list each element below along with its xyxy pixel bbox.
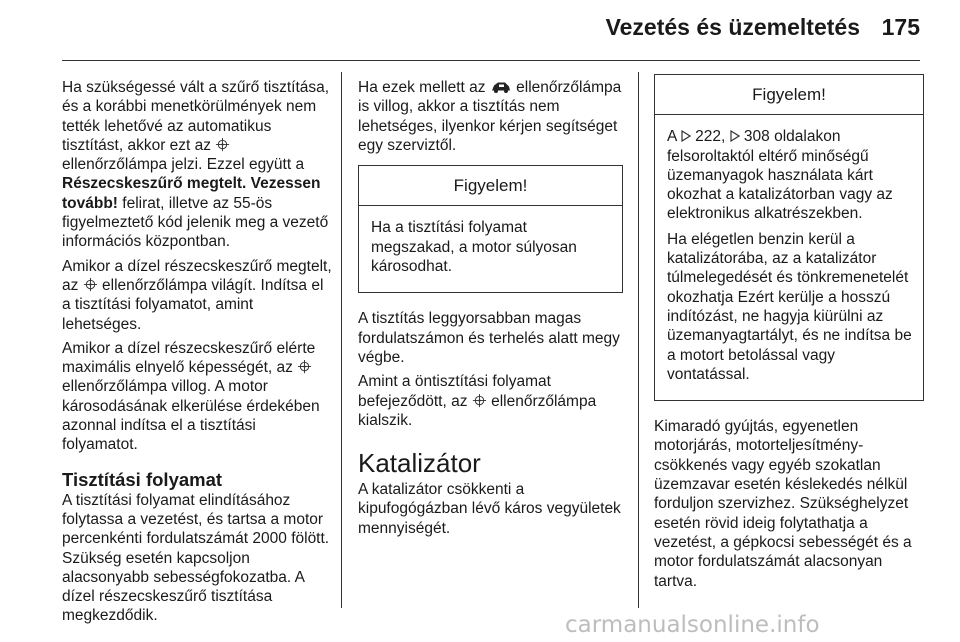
column-divider-1	[341, 72, 342, 608]
page-reference-link[interactable]: 222,	[695, 128, 726, 146]
service-vehicle-soon-icon	[490, 79, 512, 94]
column-3	[654, 78, 924, 596]
header-rule	[62, 60, 920, 61]
diesel-particle-filter-icon	[215, 137, 230, 152]
paragraph-cleaning-finished: Amint a öntisztítási folyamat befejeződött, az ellenőrzőlámpa kialszik.	[358, 373, 597, 429]
column-divider-2	[638, 72, 639, 608]
column-2	[358, 78, 623, 543]
warning-box-unburnt-fuel: Ha elégetlen benzin kerül a katalizátorába, az a katalizátor túlmelegedését és tönkremenetelét okozhatja Ezért kerülje a hosszú indítózást, ne hagyja kiürülni az üzemanyagtartályt, és ne indítsa be a motort betolással vagy vontatással.	[667, 230, 912, 383]
paragraph-filter-full: Amikor a dízel részecskeszűrő megtelt, az ellenőrzőlámpa világít. Indítsa el a tisztítási folyamatot, amint lehetséges.	[62, 257, 332, 333]
warning-box-fuel-quality: A 222, 308 oldalakon felsoroltaktól eltérő minőségű üzemanyagok használata kárt okozhat a katalizátorban vagy az elektronikus alkatrészekben.	[667, 128, 893, 223]
warning-box-text: Ha a tisztítási folyamat megszakad, a motor súlyosan károsodhat.	[371, 219, 577, 276]
page-reference-link[interactable]: 308 oldalakon	[743, 128, 841, 146]
section-heading-cleaning: Tisztítási folyamat	[62, 468, 223, 490]
diesel-particle-filter-icon	[83, 277, 98, 292]
page-reference-triangle-icon	[681, 130, 691, 142]
paragraph-filter-max: Amikor a dízel részecskeszűrő elérte maximális elnyelő képességét, az ellenőrzőlámpa villog. A motor károsodásának elkerülése érdekében azonnal indítsa el a tisztítási folyamatot.	[62, 339, 320, 454]
column-1	[62, 78, 334, 631]
page-number: 175	[881, 14, 920, 40]
paragraph-filter-clean-needed: Ha szükségessé vált a szűrő tisztítása, és a korábbi menetkörülmények nem tették lehetővé az automatikus tisztítást, akkor ezt az ellenőrzőlámpa jelzi. Ezzel együtt a Részecskeszűrő megtelt. Vezessen tovább! felirat, illetve az 55-ös figyelmeztető kód jelenik meg a vezető információs központban.	[62, 79, 330, 251]
paragraph-engine-lamp: Ha ezek mellett az ellenőrzőlámpa is villog, akkor a tisztítás nem lehetséges, ilyenkor kérjen segítséget egy szerviztől.	[358, 79, 622, 154]
watermark-text: carmanualsonline.info	[565, 612, 820, 638]
paragraph-catalyst: A katalizátor csökkenti a kipufogógázban lévő káros vegyületek mennyiségét.	[358, 481, 621, 537]
warning-box	[358, 165, 623, 293]
warning-box-title: Figyelem!	[359, 166, 622, 206]
paragraph-misfire: Kimaradó gyújtás, egyenetlen motorjárás, motorteljesítmény-csökkenés vagy egyéb szokatlan üzemzavar esetén késlekedés nélkül forduljon szervizhez. Szükséghelyzet esetén rövid ideig folytathatja a vezetést, a gépkocsi sebességét és a motor fordulatszámát alacsonyan tartva.	[654, 418, 912, 590]
page-reference-triangle-icon	[730, 130, 740, 142]
paragraph-fastest-cleaning: A tisztítás leggyorsabban magas fordulatszámon és terhelés alatt megy végbe.	[358, 310, 620, 366]
warning-box	[654, 74, 924, 401]
diesel-particle-filter-icon	[472, 393, 487, 408]
diesel-particle-filter-icon	[297, 359, 312, 374]
paragraph-cleaning-process: A tisztítási folyamat elindításához folytassa a vezetést, és tartsa a motor percenkénti fordulatszámát 2000 fölött. Szükség esetén kapcsoljon alacsonyabb sebességfokozatba. A dízel részecskeszűrő tisztítása megkezdődik.	[62, 491, 330, 625]
warning-box-title: Figyelem!	[655, 75, 923, 115]
section-heading-catalyst: Katalizátor	[358, 448, 481, 479]
page-header-title: Vezetés és üzemeltetés	[605, 14, 860, 40]
